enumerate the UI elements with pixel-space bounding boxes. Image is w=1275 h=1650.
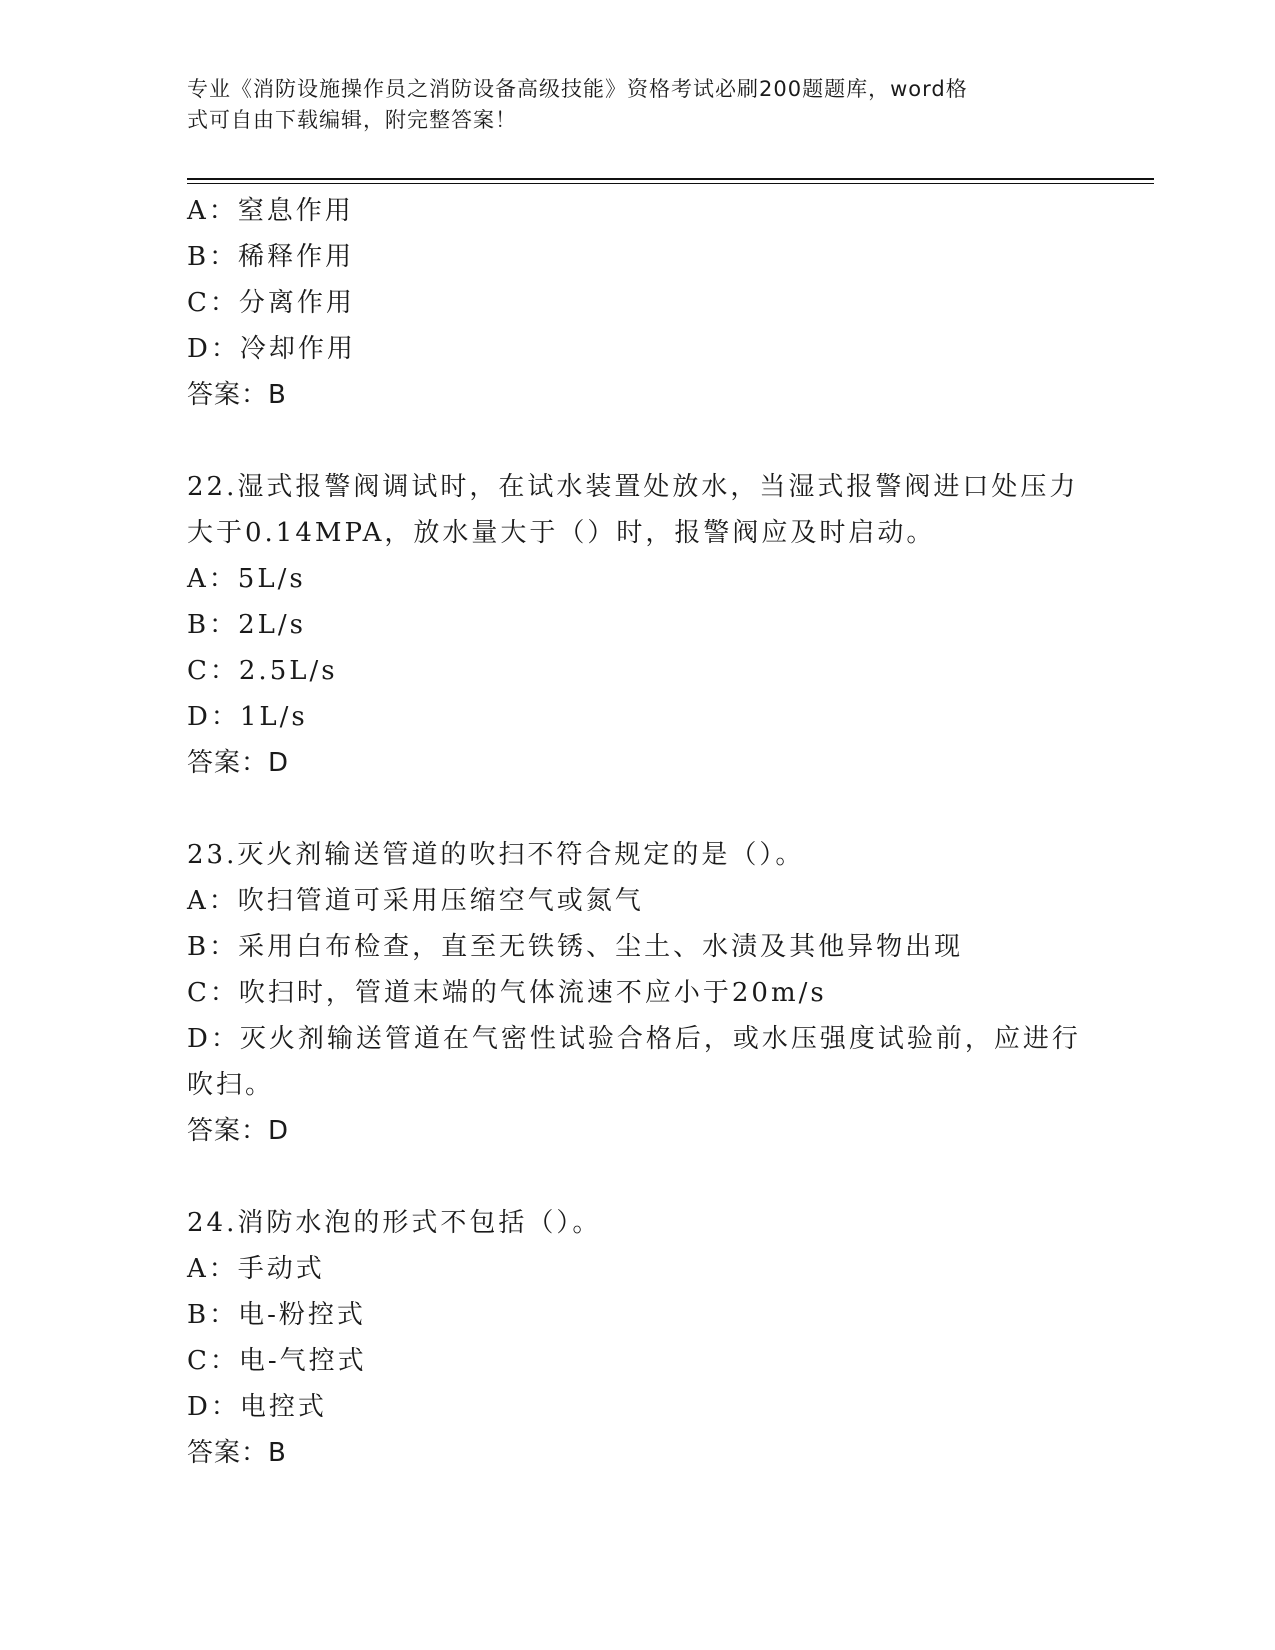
header-rule-thin bbox=[187, 183, 1154, 184]
option-d: D：冷却作用 bbox=[187, 334, 356, 364]
option-c: C：分离作用 bbox=[187, 288, 355, 318]
option-c: C：吹扫时，管道末端的气体流速不应小于20m/s bbox=[187, 978, 827, 1008]
answer: 答案：B bbox=[187, 380, 287, 410]
header-rule-thick bbox=[187, 178, 1154, 180]
option-b: B：采用白布检查，直至无铁锈、尘土、水渍及其他异物出现 bbox=[187, 932, 964, 962]
document-header bbox=[187, 74, 1067, 136]
option-a: A：手动式 bbox=[187, 1254, 325, 1284]
question-23 bbox=[187, 832, 1087, 1154]
header-line-2: 式可自由下载编辑，附完整答案！ bbox=[187, 108, 517, 132]
question-22 bbox=[187, 464, 1087, 786]
option-d: D：灭火剂输送管道在气密性试验合格后，或水压强度试验前，应进行 bbox=[187, 1024, 1081, 1054]
option-a: A：5L/s bbox=[187, 564, 306, 594]
answer: 答案：D bbox=[187, 1116, 290, 1146]
option-b: B：2L/s bbox=[187, 610, 307, 640]
question-stem: 24.消防水泡的形式不包括（）。 bbox=[187, 1208, 602, 1238]
option-c: C：电-气控式 bbox=[187, 1346, 367, 1376]
option-a: A：窒息作用 bbox=[187, 196, 354, 226]
question-stem: 22.湿式报警阀调试时，在试水装置处放水，当湿式报警阀进口处压力 bbox=[187, 472, 1079, 502]
question-stem: 23.灭火剂输送管道的吹扫不符合规定的是（）。 bbox=[187, 840, 805, 870]
option-d: D：电控式 bbox=[187, 1392, 327, 1422]
option-a: A：吹扫管道可采用压缩空气或氮气 bbox=[187, 886, 644, 916]
questions-body bbox=[187, 188, 1087, 1476]
option-d-cont: 吹扫。 bbox=[187, 1070, 275, 1100]
question-24 bbox=[187, 1200, 1087, 1476]
option-b: B：稀释作用 bbox=[187, 242, 355, 272]
header-line-1: 专业《消防设施操作员之消防设备高级技能》资格考试必刷200题题库，word格 bbox=[187, 77, 968, 101]
question-21 bbox=[187, 188, 1087, 418]
question-stem-cont: 大于0.14MPA，放水量大于（）时，报警阀应及时启动。 bbox=[187, 518, 936, 548]
option-c: C：2.5L/s bbox=[187, 656, 338, 686]
answer: 答案：D bbox=[187, 748, 290, 778]
answer: 答案：B bbox=[187, 1438, 287, 1468]
option-b: B：电-粉控式 bbox=[187, 1300, 366, 1330]
option-d: D：1L/s bbox=[187, 702, 308, 732]
